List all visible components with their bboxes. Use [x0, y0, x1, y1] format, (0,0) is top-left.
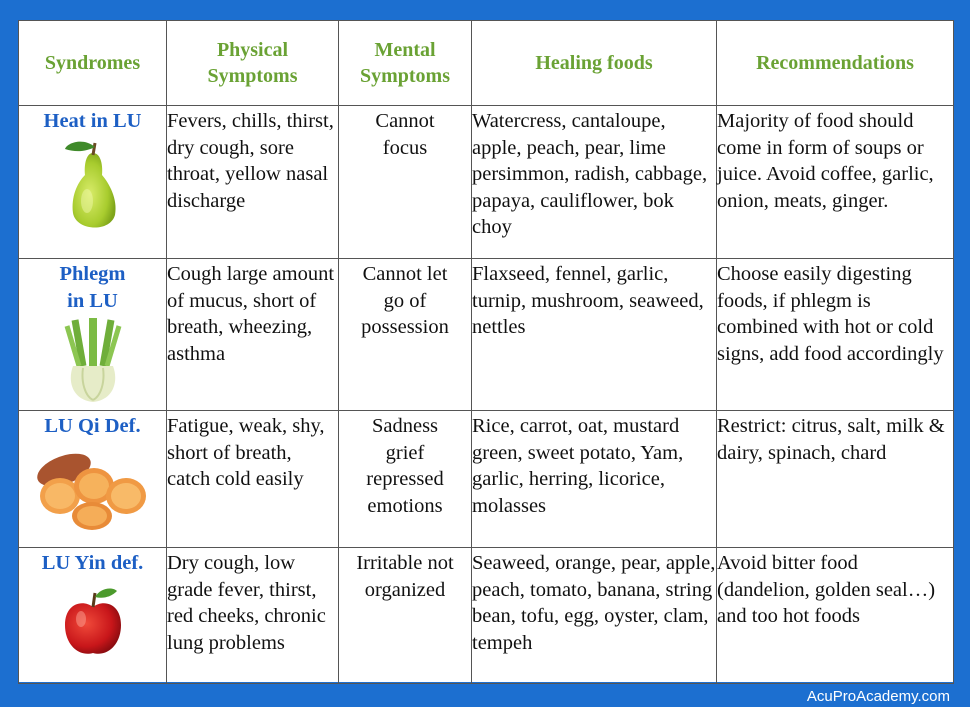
site-credit: AcuProAcademy.com [806, 688, 950, 705]
fennel-image [53, 316, 133, 404]
recommendations-cell: Avoid bitter food (dandelion, golden seal…) and too hot foods [717, 548, 954, 684]
mental-symptoms-cell: Sadness grief repressed emotions [339, 411, 472, 548]
physical-symptoms-cell: Fatigue, weak, shy, short of breath, catch cold easily [167, 411, 339, 548]
table-row [19, 548, 954, 684]
healing-foods-cell: Rice, carrot, oat, mustard green, sweet potato, Yam, garlic, herring, licorice, molasses [472, 411, 717, 548]
syndrome-cell [19, 411, 167, 548]
header-healing-foods: Healing foods [472, 21, 717, 106]
syndrome-label: LU Yin def. [41, 552, 144, 574]
healing-foods-cell: Flaxseed, fennel, garlic, turnip, mushroom, seaweed, nettles [472, 259, 717, 411]
syndrome-label: LU Qi Def. [44, 415, 141, 437]
table-container [18, 20, 953, 682]
syndrome-label: Phlegm in LU [59, 263, 126, 312]
table-row [19, 411, 954, 548]
sweet-potato-image [34, 442, 152, 532]
syndrome-label: Heat in LU [43, 110, 142, 132]
header-row [19, 21, 954, 106]
physical-symptoms-cell: Fevers, chills, thirst, dry cough, sore throat, yellow nasal discharge [167, 106, 339, 259]
recommendations-cell: Choose easily digesting foods, if phlegm is combined with hot or cold signs, add food accordingly [717, 259, 954, 411]
mental-symptoms-cell: Cannot focus [339, 106, 472, 259]
lung-syndromes-table [18, 20, 954, 684]
header-recommendations: Recommendations [717, 21, 954, 106]
table-row [19, 106, 954, 259]
mental-symptoms-cell: Cannot let go of possession [339, 259, 472, 411]
physical-symptoms-cell: Dry cough, low grade fever, thirst, red cheeks, chronic lung problems [167, 548, 339, 684]
healing-foods-cell: Watercress, cantaloupe, apple, peach, pear, lime persimmon, radish, cabbage, papaya, cauliflower, bok choy [472, 106, 717, 259]
header-physical-symptoms: Physical Symptoms [167, 21, 339, 106]
apple-image [61, 585, 125, 661]
healing-foods-cell: Seaweed, orange, pear, apple, peach, tomato, banana, string bean, tofu, egg, oyster, clam, tempeh [472, 548, 717, 684]
header-mental-symptoms: Mental Symptoms [339, 21, 472, 106]
syndrome-cell [19, 259, 167, 411]
table-row [19, 259, 954, 411]
header-syndromes: Syndromes [19, 21, 167, 106]
syndrome-cell [19, 548, 167, 684]
recommendations-cell: Majority of food should come in form of soups or juice. Avoid coffee, garlic, onion, meats, ginger. [717, 106, 954, 259]
recommendations-cell: Restrict: citrus, salt, milk & dairy, spinach, chard [717, 411, 954, 548]
mental-symptoms-cell: Irritable not organized [339, 548, 472, 684]
pear-image [53, 139, 133, 239]
physical-symptoms-cell: Cough large amount of mucus, short of breath, wheezing, asthma [167, 259, 339, 411]
syndrome-cell [19, 106, 167, 259]
